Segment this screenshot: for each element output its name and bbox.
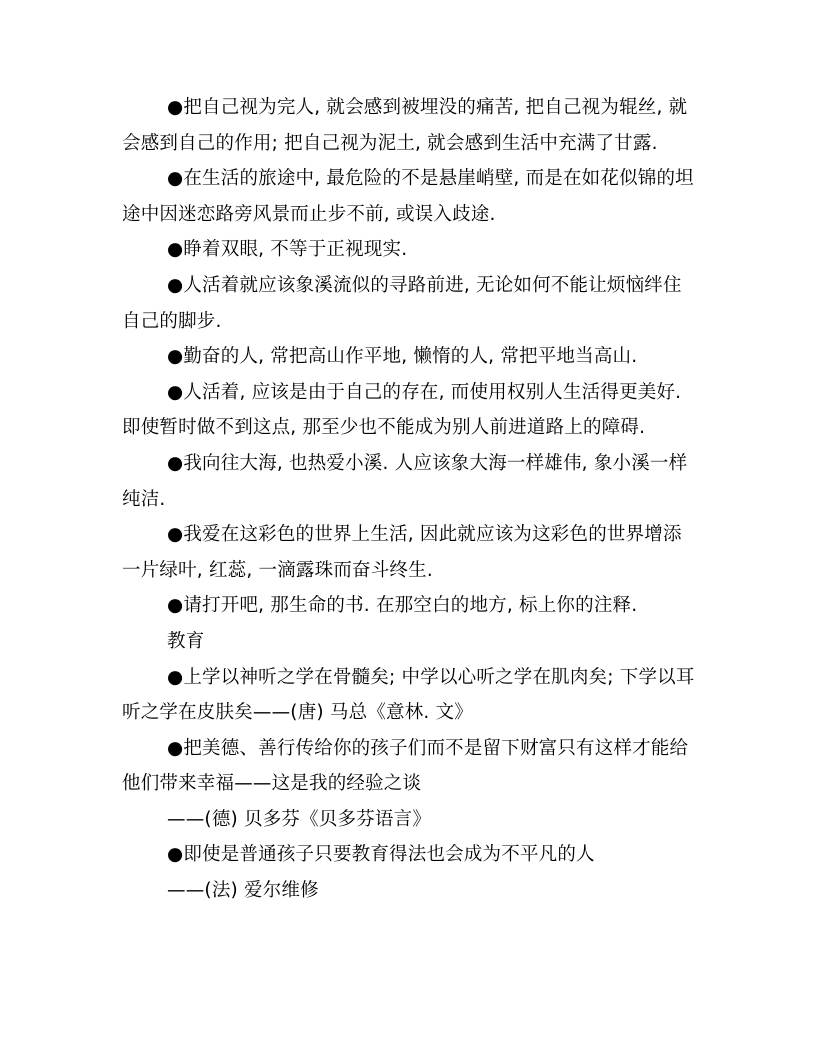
quote-paragraph-8	[122, 517, 692, 588]
text-line: 自己的脚步.	[122, 310, 222, 332]
section-heading: 教育	[167, 630, 205, 652]
text-line: ●上学以神听之学在骨髓矣; 中学以心听之学在肌肉矣; 下学以耳	[167, 666, 695, 688]
attribution-line: ——(德) 贝多芬《贝多芬语言》	[167, 808, 432, 830]
quote-paragraph-1	[122, 90, 692, 161]
text-line: ●人活着, 应该是由于自己的存在, 而使用权别人生活得更美好.	[167, 381, 682, 403]
text-line: ●勤奋的人, 常把高山作平地, 懒惰的人, 常把平地当高山.	[167, 346, 638, 368]
quote-paragraph-4	[122, 268, 692, 339]
section-heading-education	[122, 624, 692, 660]
document-body	[122, 90, 695, 909]
quote-paragraph-12	[122, 837, 692, 873]
text-line: ●在生活的旅途中, 最危险的不是悬崖峭壁, 而是在如花似锦的坦	[167, 168, 694, 190]
text-line: ●请打开吧, 那生命的书. 在那空白的地方, 标上你的注释.	[167, 595, 638, 617]
text-line: 途中因迷恋路旁风景而止步不前, 或误入歧途.	[122, 203, 496, 225]
attribution-1	[122, 802, 692, 838]
quote-paragraph-3	[122, 232, 692, 268]
text-line: ●人活着就应该象溪流似的寻路前进, 无论如何不能让烦恼绊住	[167, 274, 682, 296]
quote-paragraph-10	[122, 660, 695, 731]
quote-paragraph-2	[122, 161, 692, 232]
text-line: 听之学在皮肤矣——(唐) 马总《意林. 文》	[122, 702, 473, 724]
quote-paragraph-11	[122, 731, 692, 802]
text-line: ●把美德、善行传给你的孩子们而不是留下财富只有这样才能给	[167, 737, 689, 759]
quote-paragraph-9	[122, 588, 692, 624]
text-line: ●睁着双眼, 不等于正视现实.	[167, 239, 408, 261]
text-line: 他们带来幸福——这是我的经验之谈	[122, 773, 422, 795]
quote-paragraph-5	[122, 339, 692, 375]
quote-paragraph-6	[122, 375, 692, 446]
text-line: ●我向往大海, 也热爱小溪. 人应该象大海一样雄伟, 象小溪一样	[167, 452, 688, 474]
text-line: ●把自己视为完人, 就会感到被埋没的痛苦, 把自己视为辊丝, 就	[167, 97, 688, 118]
text-line: 纯洁.	[122, 488, 166, 510]
attribution-line: ——(法) 爱尔维修	[167, 880, 319, 902]
text-line: ●即使是普通孩子只要教育得法也会成为不平凡的人	[167, 844, 595, 866]
text-line: ●我爱在这彩色的世界上生活, 因此就应该为这彩色的世界增添	[167, 524, 682, 546]
quote-paragraph-7	[122, 446, 692, 517]
text-line: 一片绿叶, 红蕊, 一滴露珠而奋斗终生.	[122, 559, 433, 581]
text-line: 即使暂时做不到这点, 那至少也不能成为别人前进道路上的障碍.	[122, 417, 646, 439]
text-line: 会感到自己的作用; 把自己视为泥土, 就会感到生活中充满了甘露.	[122, 132, 658, 154]
attribution-2	[122, 873, 692, 909]
